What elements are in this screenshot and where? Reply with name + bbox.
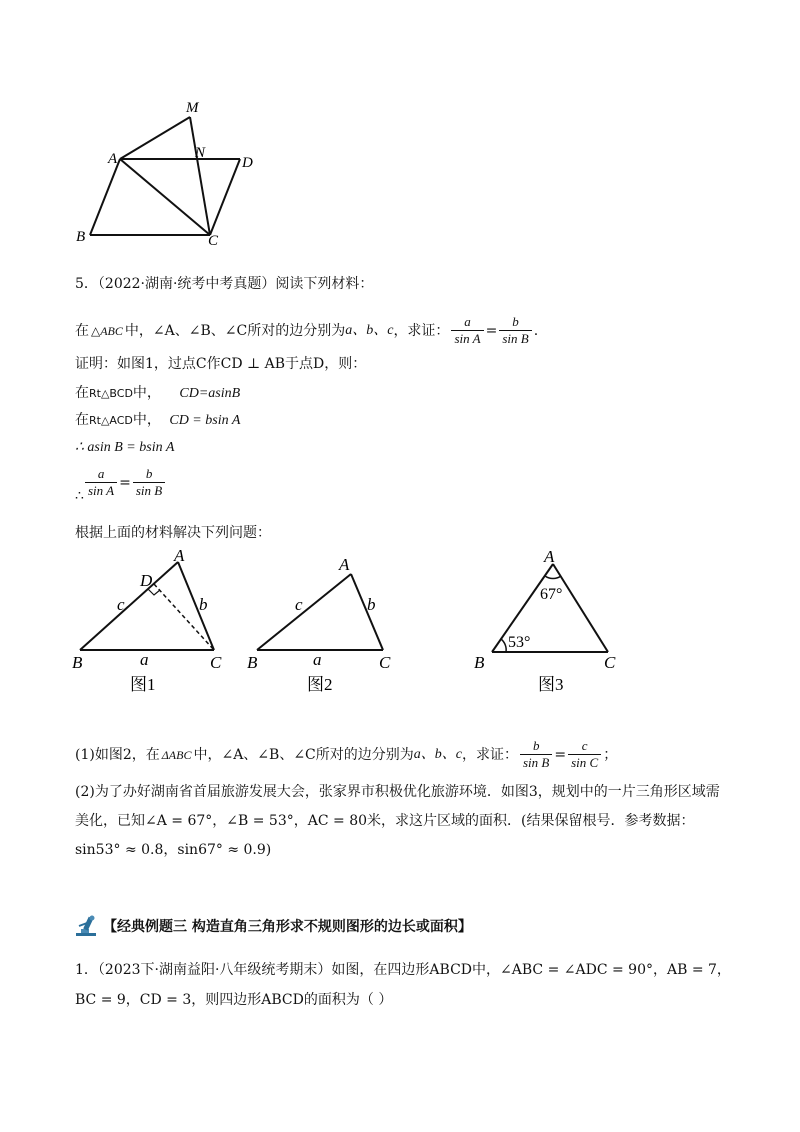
- question-2-line-1: (2)为了办好湖南省首届旅游发展大会，张家界市积极优化旅游环境．如图3，规划中的一片三角形区域需: [75, 784, 720, 800]
- fig2-label-A: A: [339, 555, 350, 574]
- section-heading: [75, 915, 472, 937]
- fig1-caption: 图1: [130, 675, 156, 694]
- fig1-label-C: C: [210, 653, 222, 672]
- figure-1: [68, 548, 243, 698]
- instruction-text: 根据上面的材料解决下列问题：: [75, 525, 271, 541]
- proof-line-2: 在Rt△BCD中， CD=asinB: [75, 385, 241, 401]
- statement-sides: a、b、c: [345, 322, 394, 338]
- fig1-label-a: a: [140, 650, 149, 669]
- fig1-label-B: B: [72, 653, 83, 672]
- fig2-caption: 图2: [307, 675, 333, 694]
- problem5-header: 5．（2022·湖南·统考中考真题）阅读下列材料：: [75, 276, 374, 292]
- fraction-a-over-sinA: $\frac{a}{\text{sin A}}$: [451, 314, 483, 347]
- fig3-angle-B: 53°: [508, 634, 531, 651]
- proof-conclusion: $\frac{a}{\text{sin A}}$ = $\frac{b}{\text{sin B}}$: [75, 466, 167, 499]
- fig2-label-b: b: [367, 595, 376, 614]
- fig1-label-c: c: [117, 595, 125, 614]
- question-1: (1)如图2，在 ΔABC 中，∠A、∠B、∠C所对的边分别为 a、b、c ，求证： $\frac{b}{\text{sin B}}$ = $\frac{c}{\text{sin C}}$ ；: [75, 738, 618, 770]
- statement-prefix: 在: [75, 322, 89, 339]
- label-C: C: [208, 233, 219, 249]
- problem5-statement: 在 △ABC 中，∠A、∠B、∠C所对的边分别为 a、b、c ，求证： $\frac{a}{\text{sin A}}$ = $\frac{b}{\text{sin B}}$ .: [75, 314, 539, 346]
- fig3-label-C: C: [604, 653, 616, 672]
- triangle-abc: △ABC: [91, 323, 123, 338]
- fig2-label-c: c: [295, 595, 303, 614]
- label-A: A: [108, 151, 118, 167]
- label-B: B: [76, 229, 86, 245]
- fraction-b-over-sinB: $\frac{b}{\text{sin B}}$: [499, 314, 531, 347]
- statement-mid: 中，∠A、∠B、∠C所对的边分别为: [124, 322, 346, 339]
- label-N: N: [195, 145, 206, 161]
- therefore-symbol: ∴: [75, 488, 84, 504]
- section-heading-text: 【经典例题三 构造直角三角形求不规则图形的边长或面积】: [103, 919, 472, 935]
- proof-line-1: 证明：如图1，过点C作CD ⊥ AB于点D，则：: [75, 356, 367, 372]
- conclusion-fraction-a: $\frac{a}{\text{sin A}}$: [85, 466, 117, 499]
- question-2-line-3: sin53° ≈ 0.8，sin67° ≈ 0.9): [75, 842, 272, 858]
- figure-2: [243, 548, 403, 698]
- statement-suffix: ，求证：: [393, 322, 450, 339]
- figure-parallelogram: [70, 95, 270, 250]
- proof-line-4: ∴ asin B = bsin A: [75, 440, 175, 455]
- label-M: M: [186, 100, 199, 116]
- microscope-icon: [75, 915, 99, 937]
- q1-fraction-c: $\frac{c}{\text{sin C}}$: [568, 738, 601, 771]
- fig3-angle-A: 67°: [540, 586, 563, 603]
- problem1-line-2: BC = 9，CD = 3，则四边形ABCD的面积为（ ）: [75, 992, 393, 1008]
- proof-line-3: 在Rt△ACD中， CD = bsin A: [75, 412, 241, 428]
- problem1-line-1: 1．（2023下·湖南益阳·八年级统考期末）如图，在四边形ABCD中，∠ABC = ∠ADC = 90°，AB = 7，: [75, 962, 731, 978]
- fig1-label-A: A: [174, 548, 185, 565]
- fig3-caption: 图3: [538, 675, 564, 694]
- conclusion-fraction-b: $\frac{b}{\text{sin B}}$: [133, 466, 165, 499]
- label-D: D: [242, 155, 253, 171]
- fig3-label-A: A: [544, 548, 555, 566]
- figure-3: [470, 548, 640, 698]
- fig2-label-C: C: [379, 653, 391, 672]
- fig3-label-B: B: [474, 653, 485, 672]
- fig1-label-b: b: [199, 595, 208, 614]
- q1-fraction-b: $\frac{b}{\text{sin B}}$: [520, 738, 552, 771]
- question-2-line-2: 美化，已知∠A = 67°，∠B = 53°，AC = 80米，求这片区域的面积．(结果保留根号．参考数据：: [75, 813, 695, 829]
- fig2-label-a: a: [313, 650, 322, 669]
- fig2-label-B: B: [247, 653, 258, 672]
- fig1-label-D: D: [140, 571, 153, 590]
